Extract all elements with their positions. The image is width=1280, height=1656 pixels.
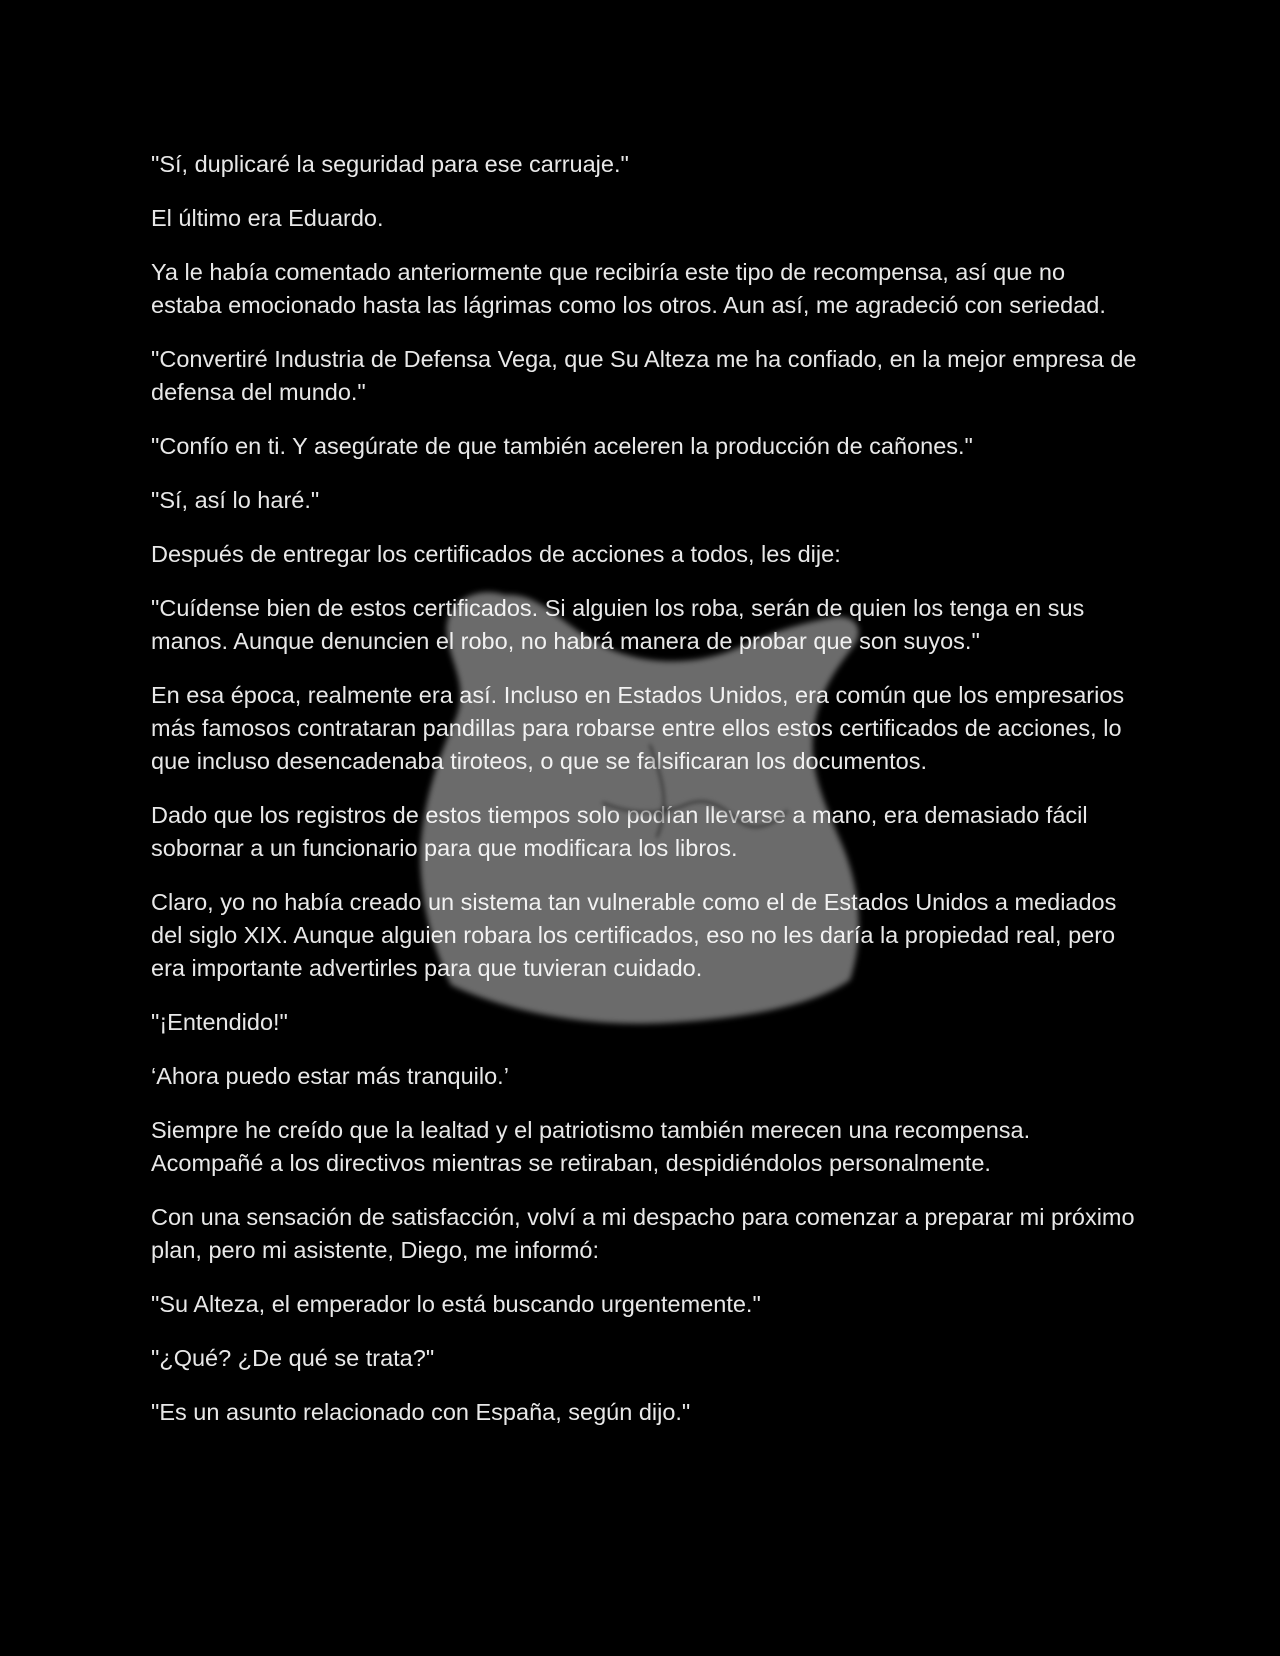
paragraph-18: "Es un asunto relacionado con España, según dijo." xyxy=(151,1399,691,1425)
paragraph-5: "Confío en ti. Y asegúrate de que también aceleren la producción de cañones." xyxy=(151,433,973,459)
paragraph-3: Ya le había comentado anteriormente que recibiría este tipo de recompensa, así que no estaba emocionado hasta las lágrimas como los otros. Aun así, me agradeció con seriedad. xyxy=(151,259,1106,318)
paragraph-15: Con una sensación de satisfacción, volví a mi despacho para comenzar a preparar mi próximo plan, pero mi asistente, Diego, me informó: xyxy=(151,1204,1135,1263)
paragraph-2: El último era Eduardo. xyxy=(151,205,384,231)
paragraph-13: ‘Ahora puedo estar más tranquilo.’ xyxy=(151,1063,509,1089)
paragraph-10: Dado que los registros de estos tiempos solo podían llevarse a mano, era demasiado fácil sobornar a un funcionario para que modificara los libros. xyxy=(151,802,1088,861)
paragraph-4: "Convertiré Industria de Defensa Vega, que Su Alteza me ha confiado, en la mejor empresa de defensa del mundo." xyxy=(151,346,1137,405)
paragraph-9: En esa época, realmente era así. Incluso en Estados Unidos, era común que los empresarios más famosos contrataran pandillas para robarse entre ellos estos certificados de acciones, lo que incluso desencadenaba tiroteos, o que se falsificaran los documentos. xyxy=(151,682,1125,774)
paragraph-16: "Su Alteza, el emperador lo está buscando urgentemente." xyxy=(151,1291,761,1317)
paragraph-11: Claro, yo no había creado un sistema tan vulnerable como el de Estados Unidos a mediados del siglo XIX. Aunque alguien robara los certificados, eso no les daría la propiedad real, pero era importante advertirles para que tuvieran cuidado. xyxy=(151,889,1117,981)
paragraph-6: "Sí, así lo haré." xyxy=(151,487,320,513)
paragraph-17: "¿Qué? ¿De qué se trata?" xyxy=(151,1345,435,1371)
paragraph-14: Siempre he creído que la lealtad y el patriotismo también merecen una recompensa. Acompañé a los directivos mientras se retiraban, despidiéndolos personalmente. xyxy=(151,1117,1031,1176)
paragraph-1: "Sí, duplicaré la seguridad para ese carruaje." xyxy=(151,151,629,177)
paragraph-7: Después de entregar los certificados de acciones a todos, les dije: xyxy=(151,541,841,567)
paragraph-12: "¡Entendido!" xyxy=(151,1009,288,1035)
paragraph-8: "Cuídense bien de estos certificados. Si alguien los roba, serán de quien los tenga en sus manos. Aunque denuncien el robo, no habrá manera de probar que son suyos." xyxy=(151,595,1085,654)
document-body xyxy=(151,148,1141,1450)
